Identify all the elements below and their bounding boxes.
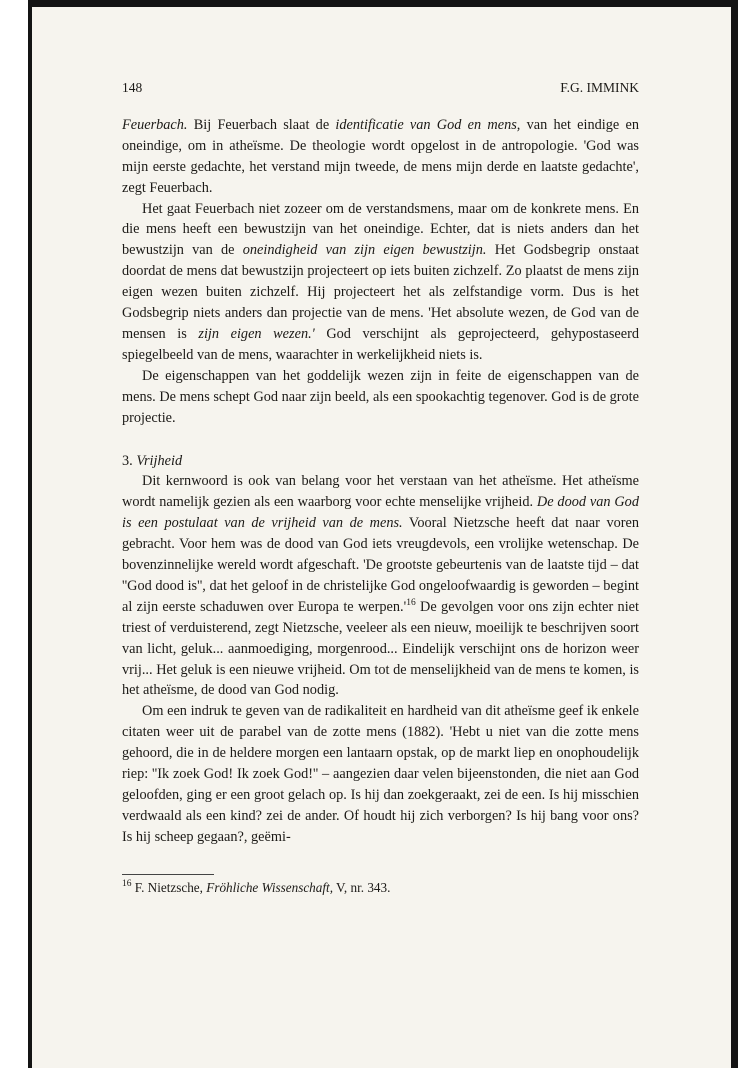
italic-text: zijn eigen wezen.'	[198, 325, 315, 342]
text-run: De gevolgen voor ons zijn echter niet triest of verduisterend, zegt Nietzsche, veeleer als een nieuw, moeilijk te beschrijven soort van licht, geluk... aanmoediging, morgenrood... Eindelijk verschijnt ons de horizon weer vrij... Het geluk is een nieuwe vrijheid. Om tot de menselijkheid van de mens te komen, is het atheïsme, de dood van God nodig.	[122, 598, 639, 699]
author-name: F.G. IMMINK	[560, 80, 639, 95]
page-number: 148	[122, 80, 143, 95]
scan-border-right	[731, 0, 738, 1068]
text-run: van het eindige en oneindige, om in atheïsme. De theologie wordt opgelost in de antropologie. 'God was mijn eerste gedachte, het verstand mijn tweede, de mens mijn derde en laatste gedachte', zegt Feuerbach.	[122, 116, 639, 196]
text-run: Dit kernwoord is ook van belang voor het verstaan van het atheïsme. Het atheïsme wordt namelijk gezien als een waarborg voor echte menselijke vrijheid.	[122, 473, 639, 511]
section-title: Vrijheid	[136, 452, 183, 469]
paragraph-feuerbach-identification	[122, 115, 639, 199]
paragraph-great-projection	[122, 366, 639, 429]
italic-text: identificatie van God en mens,	[335, 116, 521, 133]
running-head	[122, 78, 639, 99]
text-run: Om een indruk te geven van de radikaliteit en hardheid van dit atheïsme geef ik enkele citaten weer uit de parabel van de zotte mens (1882). 'Hebt u niet van die zotte mens gehoord, die in de heldere morgen een lantaarn opstak, op de markt liep en onophoudelijk riep: ''Ik zoek God! Ik zoek God!'' – aangezien daar velen bijeenstonden, die niet aan God geloofden, ging er een groot gelach op. Is hij dan zoekgeraakt, zei de een. Is hij misschien verdwaald als een kind? zei de ander. Of houdt hij zich verborgen? Is hij bang voor ons? Is hij scheep gegaan?, geëmi-	[122, 703, 639, 845]
text-run: De eigenschappen van het goddelijk wezen zijn in feite de eigenschappen van de mens. De mens schept God naar zijn beeld, als een spookachtig tegenover. God is de grote projectie.	[122, 367, 639, 426]
footnote-marker: 16	[122, 878, 132, 889]
paragraph-feuerbach-projection	[122, 199, 639, 366]
text-run: God verschijnt als geprojecteerd, gehypostaseerd spiegelbeeld van de mens, waarachter in werkelijkheid niets is.	[122, 325, 640, 363]
italic-text: Feuerbach.	[122, 116, 188, 133]
text-run: Vooral Nietzsche heeft dat naar voren gebracht. Voor hem was de dood van God iets vreugdevols, een vrolijke wetenschap. De bovenzinnelijke wereld wordt afgeschaft. 'De grootste gebeurtenis van de laatste tijd – dat ''God dood is'', dat het geloof in de christelijke God ongeloofwaardig is geworden – begint al zijn eerste schaduwen over Europa te werpen.'	[122, 515, 639, 615]
footnote-16	[122, 879, 639, 897]
text-run: Het Godsbegrip onstaat doordat de mens dat bewustzijn projecteert op iets buiten zichzelf. Zo plaatst de mens zijn eigen wezen buiten zichzelf. Hij projecteert het als zelfstandige vorm. Dus is het Godsbegrip niets anders dan projectie van de mens. 'Het absolute wezen, de God van de mensen is	[122, 242, 639, 342]
paragraph-freedom	[122, 471, 639, 701]
text-run: V, nr. 343.	[333, 879, 391, 895]
text-run: Het gaat Feuerbach niet zozeer om de verstandsmens, maar om de konkrete mens. En die mens heeft een bewustzijn van het oneindige. Echter, dat is niets anders dan het bewustzijn van de	[122, 200, 639, 259]
section-heading	[122, 451, 639, 472]
italic-text: Fröhliche Wissenschaft,	[206, 879, 333, 895]
footnote-marker: 16	[406, 597, 416, 608]
text-run: F. Nietzsche,	[131, 879, 207, 895]
italic-text: oneindigheid van zijn eigen bewustzijn.	[242, 242, 487, 259]
paragraph-madman-parable	[122, 701, 639, 847]
section-number: 3.	[122, 452, 133, 469]
text-block	[122, 78, 639, 897]
scan-border-top	[30, 0, 738, 7]
footnote-rule	[122, 874, 214, 875]
text-run: Bij Feuerbach slaat de	[187, 116, 336, 133]
italic-text: De dood van God is een postulaat van de vrijheid van de mens.	[122, 494, 639, 532]
